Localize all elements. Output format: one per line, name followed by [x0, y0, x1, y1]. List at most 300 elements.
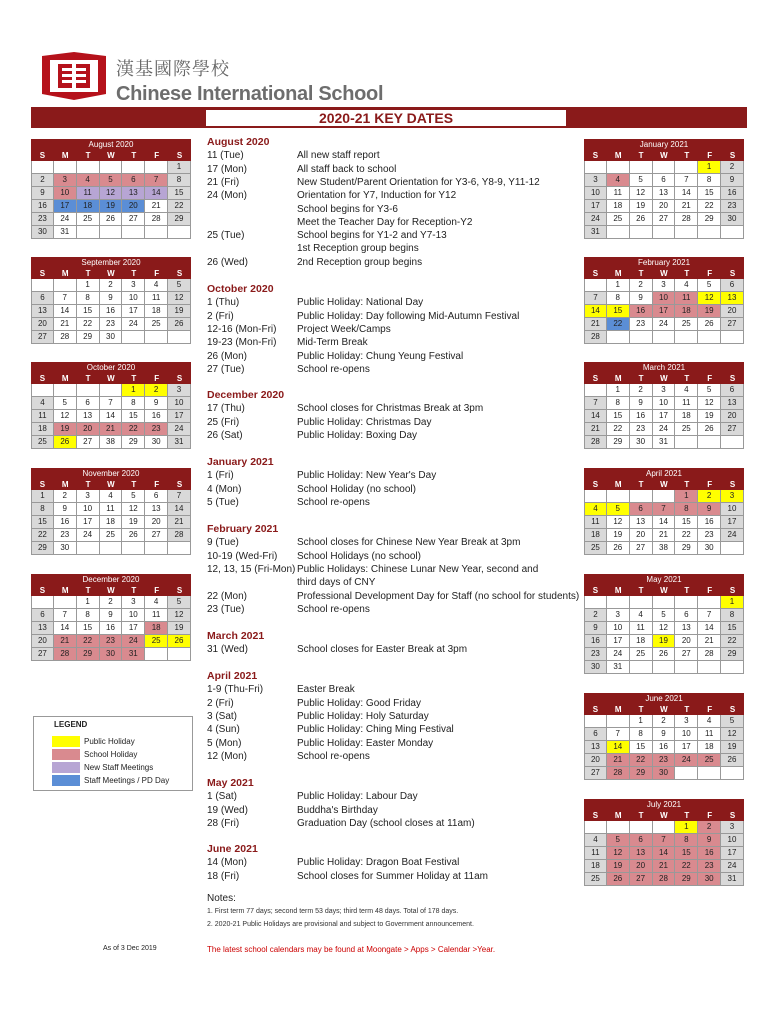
calendar-day	[54, 596, 77, 609]
calendar-day	[607, 331, 630, 344]
as-of-date: As of 3 Dec 2019	[103, 945, 157, 952]
calendar-day: 11	[145, 292, 168, 305]
calendar-day: 20	[584, 754, 607, 767]
calendar-week	[584, 873, 744, 886]
calendar-week	[31, 529, 191, 542]
key-date: 19-23 (Mon-Fri)	[207, 337, 277, 349]
calendar-week	[31, 648, 191, 661]
key-date: 25 (Tue)	[207, 230, 245, 242]
calendar-day	[54, 384, 77, 397]
calendar-day	[698, 436, 721, 449]
weekday-label: S	[176, 480, 183, 489]
calendar-day: 19	[607, 860, 630, 873]
calendar-day: 14	[698, 622, 721, 635]
calendar-week	[584, 161, 744, 174]
key-date-description: New Student/Parent Orientation for Y3-6, Y8-9, Y11-12	[297, 176, 540, 188]
calendar-day: 21	[584, 423, 607, 436]
calendar-april-2021	[584, 468, 744, 555]
calendar-day: 2	[100, 279, 123, 292]
calendar-week	[584, 200, 744, 213]
calendar-day: 23	[698, 529, 721, 542]
calendar-day: 8	[607, 292, 630, 305]
calendar-day: 20	[675, 635, 698, 648]
calendar-month-title: October 2020	[31, 362, 191, 373]
legend-swatch	[52, 775, 80, 786]
calendar-day: 21	[100, 423, 123, 436]
calendar-day: 30	[584, 661, 607, 674]
calendar-day: 26	[607, 542, 630, 555]
calendar-day: 5	[168, 279, 191, 292]
calendar-day: 26	[653, 648, 676, 661]
calendar-day	[675, 161, 698, 174]
calendar-day	[77, 384, 100, 397]
calendar-day: 25	[675, 423, 698, 436]
weekday-header	[31, 268, 191, 279]
calendar-day: 12	[698, 292, 721, 305]
calendar-day	[54, 279, 77, 292]
calendar-day: 7	[653, 834, 676, 847]
calendar-week	[31, 516, 191, 529]
calendar-day	[77, 161, 100, 174]
calendar-week	[31, 423, 191, 436]
calendar-day: 5	[653, 609, 676, 622]
calendar-day: 30	[54, 542, 77, 555]
calendar-day: 12	[607, 516, 630, 529]
calendar-day: 13	[77, 410, 100, 423]
page-title: 2020-21 KEY DATES	[206, 110, 566, 126]
weekday-label: M	[614, 374, 622, 383]
calendar-day: 10	[168, 397, 191, 410]
calendar-day: 16	[31, 200, 54, 213]
calendar-day: 16	[145, 410, 168, 423]
calendar-day: 2	[145, 384, 168, 397]
calendar-day: 23	[54, 529, 77, 542]
weekday-label: W	[660, 374, 668, 383]
calendar-day: 7	[675, 174, 698, 187]
calendar-day: 8	[168, 174, 191, 187]
calendar-day: 5	[122, 490, 145, 503]
calendar-day: 15	[607, 410, 630, 423]
calendar-day: 15	[31, 516, 54, 529]
calendar-day: 1	[77, 596, 100, 609]
calendar-day: 3	[54, 174, 77, 187]
weekday-label: S	[39, 586, 46, 595]
calendar-day: 6	[584, 728, 607, 741]
calendar-day: 23	[31, 213, 54, 226]
calendar-day: 20	[31, 318, 54, 331]
key-date-description: 1st Reception group begins	[297, 243, 419, 255]
calendar-day	[607, 226, 630, 239]
calendar-day: 18	[145, 305, 168, 318]
calendar-day: 4	[145, 596, 168, 609]
calendar-week	[584, 529, 744, 542]
calendar-day: 26	[168, 635, 191, 648]
weekday-label: F	[154, 374, 160, 383]
calendar-day: 13	[31, 305, 54, 318]
weekday-label: S	[592, 480, 599, 489]
calendar-day: 27	[675, 648, 698, 661]
calendar-day: 30	[630, 436, 653, 449]
calendar-day: 11	[698, 728, 721, 741]
calendar-day	[653, 226, 676, 239]
calendar-day: 11	[607, 187, 630, 200]
weekday-label: T	[638, 586, 644, 595]
calendar-day: 28	[653, 873, 676, 886]
calendar-day: 19	[653, 635, 676, 648]
month-heading: May 2021	[207, 777, 254, 789]
calendar-day: 17	[653, 410, 676, 423]
calendar-day	[168, 331, 191, 344]
calendar-day	[100, 542, 123, 555]
weekday-label: W	[660, 480, 668, 489]
calendar-day	[675, 436, 698, 449]
key-date: 12, 13, 15 (Fri-Mon)	[207, 563, 296, 575]
legend-label: School Holiday	[84, 749, 138, 759]
weekday-label: T	[638, 374, 644, 383]
calendar-day: 9	[698, 834, 721, 847]
key-date-description: Public Holiday: Easter Monday	[297, 737, 434, 749]
weekday-header	[31, 373, 191, 384]
calendar-day: 19	[168, 622, 191, 635]
calendar-day: 13	[721, 292, 744, 305]
calendar-week	[31, 213, 191, 226]
month-heading: February 2021	[207, 523, 279, 535]
calendar-day: 12	[653, 622, 676, 635]
weekday-label: W	[107, 480, 115, 489]
calendar-june-2021	[584, 693, 744, 780]
weekday-label: M	[614, 269, 622, 278]
calendar-day	[721, 331, 744, 344]
calendar-day: 13	[145, 503, 168, 516]
calendar-day: 14	[584, 410, 607, 423]
weekday-label: M	[61, 586, 69, 595]
weekday-label: T	[131, 480, 137, 489]
calendar-day: 20	[630, 860, 653, 873]
calendar-week	[584, 609, 744, 622]
key-date: 19 (Wed)	[207, 804, 248, 816]
key-date: 17 (Mon)	[207, 163, 248, 175]
calendar-day: 20	[77, 423, 100, 436]
calendar-day	[31, 279, 54, 292]
calendar-day: 13	[721, 397, 744, 410]
weekday-label: S	[592, 705, 599, 714]
calendar-day: 30	[100, 648, 123, 661]
weekday-label: T	[85, 480, 91, 489]
calendar-day	[721, 436, 744, 449]
calendar-day	[584, 161, 607, 174]
calendar-day: 24	[653, 423, 676, 436]
calendar-day: 14	[100, 410, 123, 423]
calendar-week	[584, 384, 744, 397]
calendar-day: 13	[31, 622, 54, 635]
calendar-day: 10	[122, 609, 145, 622]
weekday-label: S	[176, 586, 183, 595]
calendar-day: 5	[607, 503, 630, 516]
calendar-day: 17	[584, 200, 607, 213]
weekday-header	[584, 150, 744, 161]
calendar-day: 31	[721, 873, 744, 886]
calendar-day: 23	[145, 423, 168, 436]
calendar-day	[100, 384, 123, 397]
key-date: 12-16 (Mon-Fri)	[207, 323, 277, 335]
calendar-day	[122, 542, 145, 555]
weekday-header	[31, 585, 191, 596]
calendar-day: 22	[122, 423, 145, 436]
weekday-label: W	[660, 811, 668, 820]
calendar-day	[675, 767, 698, 780]
weekday-label: T	[131, 586, 137, 595]
calendar-day: 27	[653, 213, 676, 226]
calendar-week	[584, 187, 744, 200]
calendar-day: 9	[584, 622, 607, 635]
key-date: 9 (Tue)	[207, 537, 239, 549]
weekday-label: S	[39, 269, 46, 278]
weekday-label: S	[176, 374, 183, 383]
key-date-description: Graduation Day (school closes at 11am)	[297, 817, 475, 829]
calendar-day: 8	[31, 503, 54, 516]
calendar-day: 7	[584, 292, 607, 305]
weekday-label: M	[614, 480, 622, 489]
calendar-day: 12	[607, 847, 630, 860]
calendar-day: 27	[630, 542, 653, 555]
calendar-day: 25	[31, 436, 54, 449]
calendar-day: 16	[698, 516, 721, 529]
calendar-day: 24	[122, 318, 145, 331]
calendar-day: 10	[584, 187, 607, 200]
calendar-week	[584, 648, 744, 661]
calendar-day: 7	[607, 728, 630, 741]
weekday-label: T	[638, 480, 644, 489]
calendar-day: 8	[630, 728, 653, 741]
calendar-day: 10	[607, 622, 630, 635]
calendar-day: 21	[584, 318, 607, 331]
calendar-day: 6	[630, 834, 653, 847]
calendar-day: 1	[607, 279, 630, 292]
calendar-day	[721, 767, 744, 780]
calendar-week	[31, 490, 191, 503]
calendar-day: 12	[698, 397, 721, 410]
key-date-description: Public Holiday: Holy Saturday	[297, 710, 429, 722]
calendar-day: 24	[721, 529, 744, 542]
calendar-day: 31	[168, 436, 191, 449]
month-heading: October 2020	[207, 283, 274, 295]
key-date-description: Public Holiday: National Day	[297, 297, 424, 309]
key-date-description: Meet the Teacher Day for Reception-Y2	[297, 216, 473, 228]
calendar-day: 25	[77, 213, 100, 226]
calendar-day: 9	[100, 292, 123, 305]
calendar-day: 2	[31, 174, 54, 187]
calendar-day	[607, 596, 630, 609]
calendar-day: 31	[54, 226, 77, 239]
calendar-day: 19	[721, 741, 744, 754]
calendar-day: 8	[675, 503, 698, 516]
calendar-day: 25	[675, 318, 698, 331]
calendar-day: 30	[698, 873, 721, 886]
calendar-day: 29	[122, 436, 145, 449]
calendar-day	[31, 596, 54, 609]
calendar-day: 18	[584, 529, 607, 542]
calendar-day: 38	[100, 436, 123, 449]
calendar-day	[630, 226, 653, 239]
calendar-day: 23	[721, 200, 744, 213]
calendar-day	[721, 661, 744, 674]
calendar-day: 20	[721, 410, 744, 423]
key-date-description: School re-opens	[297, 363, 370, 375]
calendar-week	[584, 754, 744, 767]
calendar-week	[31, 635, 191, 648]
calendar-day	[653, 821, 676, 834]
calendar-day: 10	[675, 728, 698, 741]
key-date-description: Buddha's Birthday	[297, 804, 378, 816]
legend-swatch	[52, 736, 80, 747]
calendar-day: 21	[145, 200, 168, 213]
calendar-week	[584, 715, 744, 728]
calendar-week	[31, 397, 191, 410]
calendar-day: 18	[675, 410, 698, 423]
weekday-label: W	[107, 586, 115, 595]
calendar-day: 14	[675, 187, 698, 200]
key-date-description: School begins for Y1-2 and Y7-13	[297, 230, 447, 242]
calendar-day: 21	[698, 635, 721, 648]
calendar-day: 14	[584, 305, 607, 318]
weekday-header	[584, 373, 744, 384]
key-date: 24 (Mon)	[207, 190, 248, 202]
calendar-week	[31, 609, 191, 622]
weekday-label: F	[707, 705, 713, 714]
calendar-day: 23	[653, 754, 676, 767]
calendar-day: 13	[122, 187, 145, 200]
key-date: 4 (Sun)	[207, 724, 240, 736]
calendar-day: 25	[100, 529, 123, 542]
calendar-day: 6	[31, 609, 54, 622]
calendar-day: 6	[31, 292, 54, 305]
calendar-month-title: April 2021	[584, 468, 744, 479]
calendar-day: 23	[630, 318, 653, 331]
key-date: 5 (Tue)	[207, 496, 239, 508]
calendar-day: 1	[168, 161, 191, 174]
calendar-week	[584, 423, 744, 436]
key-date: 11 (Tue)	[207, 150, 244, 162]
calendar-day: 9	[630, 292, 653, 305]
calendar-day: 29	[77, 331, 100, 344]
calendar-day	[145, 161, 168, 174]
calendar-week	[31, 596, 191, 609]
calendar-day: 13	[630, 847, 653, 860]
calendar-week	[584, 847, 744, 860]
calendar-day: 6	[77, 397, 100, 410]
calendar-day: 2	[721, 161, 744, 174]
calendar-day: 3	[122, 596, 145, 609]
calendar-day: 22	[675, 529, 698, 542]
calendar-day: 22	[607, 318, 630, 331]
calendar-day	[584, 715, 607, 728]
calendar-day: 17	[122, 622, 145, 635]
calendar-week	[31, 161, 191, 174]
calendar-day: 30	[31, 226, 54, 239]
key-date-description: Orientation for Y7, Induction for Y12	[297, 190, 457, 202]
calendar-day: 23	[630, 423, 653, 436]
calendar-day: 25	[145, 635, 168, 648]
key-date: 1 (Thu)	[207, 297, 240, 309]
calendar-day	[584, 821, 607, 834]
key-date-description: School Holidays (no school)	[297, 550, 421, 562]
calendar-day: 1	[630, 715, 653, 728]
month-heading: December 2020	[207, 389, 285, 401]
calendar-day: 19	[54, 423, 77, 436]
key-date: 21 (Fri)	[207, 176, 240, 188]
calendar-day: 11	[675, 397, 698, 410]
calendar-week	[584, 728, 744, 741]
calendar-week	[31, 318, 191, 331]
weekday-label: F	[154, 480, 160, 489]
weekday-label: T	[131, 151, 137, 160]
key-date: 2 (Fri)	[207, 697, 234, 709]
calendar-day: 4	[630, 609, 653, 622]
calendar-day: 13	[584, 741, 607, 754]
weekday-label: M	[614, 705, 622, 714]
calendar-day: 7	[54, 292, 77, 305]
weekday-label: S	[729, 269, 736, 278]
weekday-label: S	[729, 151, 736, 160]
note-1: 1. First term 77 days; second term 53 days; third term 48 days. Total of 178 days.	[207, 908, 459, 915]
calendar-day: 6	[721, 279, 744, 292]
key-date: 28 (Fri)	[207, 817, 240, 829]
calendar-day: 16	[630, 410, 653, 423]
calendar-week	[584, 661, 744, 674]
month-heading: January 2021	[207, 456, 274, 468]
calendar-day	[168, 542, 191, 555]
calendar-month-title: February 2021	[584, 257, 744, 268]
calendar-day: 5	[630, 174, 653, 187]
calendar-day: 22	[607, 423, 630, 436]
calendar-day: 4	[100, 490, 123, 503]
calendar-day: 30	[653, 767, 676, 780]
calendar-day	[630, 331, 653, 344]
key-date-description: Public Holiday: Boxing Day	[297, 429, 418, 441]
key-date: 18 (Fri)	[207, 870, 240, 882]
calendar-october-2020	[31, 362, 191, 449]
calendar-day: 16	[721, 187, 744, 200]
key-date-description: School closes for Christmas Break at 3pm	[297, 403, 484, 415]
calendar-day	[630, 490, 653, 503]
weekday-label: W	[660, 269, 668, 278]
calendar-week	[31, 174, 191, 187]
weekday-header	[31, 150, 191, 161]
calendar-day: 24	[122, 635, 145, 648]
key-date-description: School closes for Easter Break at 3pm	[297, 644, 468, 656]
weekday-label: T	[684, 811, 690, 820]
key-date: 12 (Mon)	[207, 750, 248, 762]
calendar-day: 10	[122, 292, 145, 305]
calendar-january-2021	[584, 139, 744, 239]
calendar-week	[584, 860, 744, 873]
weekday-label: T	[638, 705, 644, 714]
weekday-label: W	[107, 151, 115, 160]
calendar-day: 2	[54, 490, 77, 503]
calendar-day: 6	[721, 384, 744, 397]
calendar-day	[653, 331, 676, 344]
calendar-day: 16	[698, 847, 721, 860]
calendar-day	[698, 661, 721, 674]
calendar-day	[607, 715, 630, 728]
calendar-day	[675, 596, 698, 609]
calendar-day: 31	[584, 226, 607, 239]
legend-swatch	[52, 762, 80, 773]
calendar-week	[31, 279, 191, 292]
calendar-day: 16	[630, 305, 653, 318]
calendar-day: 28	[145, 213, 168, 226]
calendar-day: 3	[607, 609, 630, 622]
